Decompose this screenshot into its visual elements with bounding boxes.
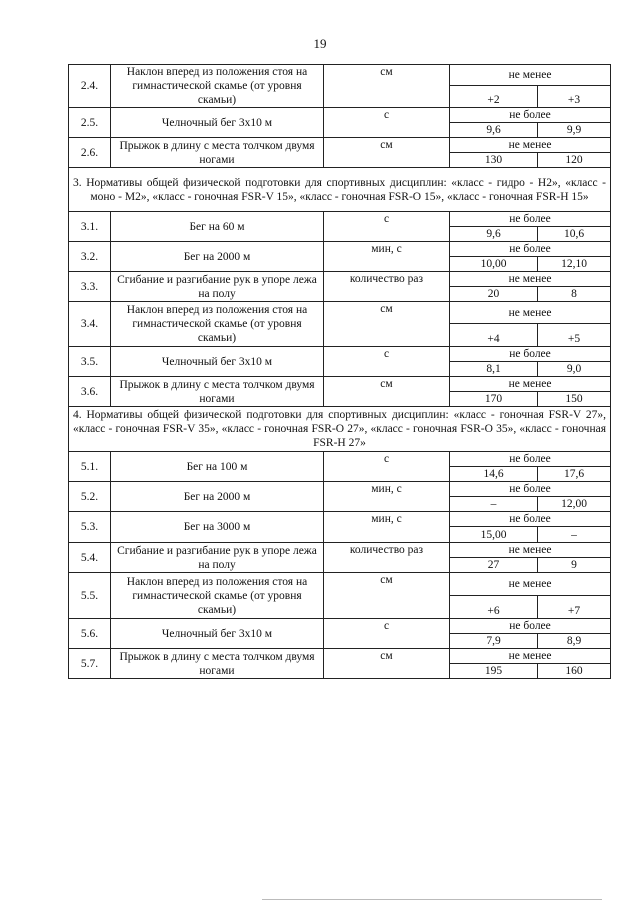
scan-edge-line [262,899,602,900]
value-second: 17,6 [538,467,611,482]
table-row [69,108,611,123]
value-first: 14,6 [450,467,538,482]
unit-of-measure: см [324,377,450,407]
unit-of-measure: мин, с [324,242,450,272]
exercise-name: Наклон вперед из положения стоя на гимнастической скамье (от уровня скамьи) [111,65,324,108]
unit-of-measure: см [324,649,450,679]
unit-of-measure: количество раз [324,272,450,302]
value-second: 12,00 [538,497,611,512]
exercise-name: Челночный бег 3x10 м [111,347,324,377]
condition-label: не менее [450,573,611,596]
condition-label: не более [450,619,611,634]
unit-of-measure: с [324,212,450,242]
value-first: – [450,497,538,512]
item-number: 3.2. [69,242,111,272]
condition-label: не более [450,482,611,497]
table-row [69,138,611,153]
value-first: 130 [450,153,538,168]
unit-of-measure: количество раз [324,543,450,573]
unit-of-measure: с [324,452,450,482]
exercise-name: Наклон вперед из положения стоя на гимнастической скамье (от уровня скамьи) [111,573,324,619]
value-first: 195 [450,664,538,679]
table-row [69,377,611,392]
unit-of-measure: с [324,619,450,649]
exercise-name: Бег на 2000 м [111,482,324,512]
table-row [69,302,611,324]
table-row [69,512,611,527]
value-second: – [538,527,611,543]
condition-label: не менее [450,138,611,153]
value-first: 7,9 [450,634,538,649]
condition-label: не менее [450,543,611,558]
item-number: 5.6. [69,619,111,649]
exercise-name: Бег на 60 м [111,212,324,242]
condition-label: не более [450,347,611,362]
exercise-name: Прыжок в длину с места толчком двумя ногами [111,377,324,407]
unit-of-measure: с [324,347,450,377]
value-second: 9,0 [538,362,611,377]
condition-label: не более [450,242,611,257]
condition-label: не более [450,108,611,123]
condition-label: не менее [450,272,611,287]
item-number: 2.6. [69,138,111,168]
value-second: +3 [538,86,611,108]
exercise-name: Бег на 2000 м [111,242,324,272]
condition-label: не более [450,212,611,227]
norms-table [68,64,611,679]
value-first: 9,6 [450,227,538,242]
section-title: 4. Нормативы общей физической подготовки для спортивных дисциплин: «класс - гоночная FSR-V 27», «класс - гоночная FSR-V 35», «класс - гоночная FSR-O 27», «класс - гоночная FSR-O 35», «класс - гоночная FSR-H 27» [69,407,611,452]
unit-of-measure: см [324,573,450,619]
exercise-name: Сгибание и разгибание рук в упоре лежа на полу [111,543,324,573]
table-row [69,272,611,287]
exercise-name: Бег на 3000 м [111,512,324,543]
page-number: 19 [313,36,327,51]
table-row [69,242,611,257]
item-number: 5.5. [69,573,111,619]
table-row [69,619,611,634]
condition-label: не менее [450,302,611,324]
exercise-name: Прыжок в длину с места толчком двумя ногами [111,138,324,168]
exercise-name: Челночный бег 3x10 м [111,108,324,138]
value-first: +6 [450,596,538,619]
item-number: 2.5. [69,108,111,138]
value-second: +5 [538,324,611,347]
exercise-name: Сгибание и разгибание рук в упоре лежа на полу [111,272,324,302]
section-header-row [69,168,611,212]
value-first: +4 [450,324,538,347]
exercise-name: Бег на 100 м [111,452,324,482]
item-number: 3.1. [69,212,111,242]
exercise-name: Челночный бег 3x10 м [111,619,324,649]
item-number: 5.7. [69,649,111,679]
unit-of-measure: см [324,65,450,108]
table-row [69,649,611,664]
value-first: 27 [450,558,538,573]
unit-of-measure: мин, с [324,512,450,543]
unit-of-measure: мин, с [324,482,450,512]
value-first: 20 [450,287,538,302]
unit-of-measure: с [324,108,450,138]
item-number: 3.4. [69,302,111,347]
table-row [69,482,611,497]
table-row [69,543,611,558]
table-row [69,452,611,467]
value-second: +7 [538,596,611,619]
value-second: 12,10 [538,257,611,272]
item-number: 5.4. [69,543,111,573]
value-first: +2 [450,86,538,108]
value-first: 15,00 [450,527,538,543]
value-second: 8 [538,287,611,302]
condition-label: не более [450,512,611,527]
exercise-name: Прыжок в длину с места толчком двумя ногами [111,649,324,679]
value-second: 9,9 [538,123,611,138]
item-number: 3.5. [69,347,111,377]
table-row [69,65,611,86]
table-row [69,347,611,362]
item-number: 2.4. [69,65,111,108]
condition-label: не менее [450,377,611,392]
condition-label: не более [450,452,611,467]
condition-label: не менее [450,649,611,664]
value-second: 160 [538,664,611,679]
value-second: 150 [538,392,611,407]
value-first: 8,1 [450,362,538,377]
value-second: 8,9 [538,634,611,649]
item-number: 5.2. [69,482,111,512]
value-second: 10,6 [538,227,611,242]
unit-of-measure: см [324,302,450,347]
table-row [69,573,611,596]
value-second: 120 [538,153,611,168]
value-first: 9,6 [450,123,538,138]
value-first: 10,00 [450,257,538,272]
table-row [69,212,611,227]
value-second: 9 [538,558,611,573]
item-number: 3.3. [69,272,111,302]
unit-of-measure: см [324,138,450,168]
condition-label: не менее [450,65,611,86]
item-number: 3.6. [69,377,111,407]
item-number: 5.3. [69,512,111,543]
norms-table-body [69,65,611,679]
section-header-row [69,407,611,452]
item-number: 5.1. [69,452,111,482]
exercise-name: Наклон вперед из положения стоя на гимнастической скамье (от уровня скамьи) [111,302,324,347]
section-title: 3. Нормативы общей физической подготовки для спортивных дисциплин: «класс - гидро - H2», «класс - моно - M2», «класс - гоночная FSR-V 15», «класс - гоночная FSR-O 15», «класс - гоночная FSR-H 15» [69,168,611,212]
value-first: 170 [450,392,538,407]
